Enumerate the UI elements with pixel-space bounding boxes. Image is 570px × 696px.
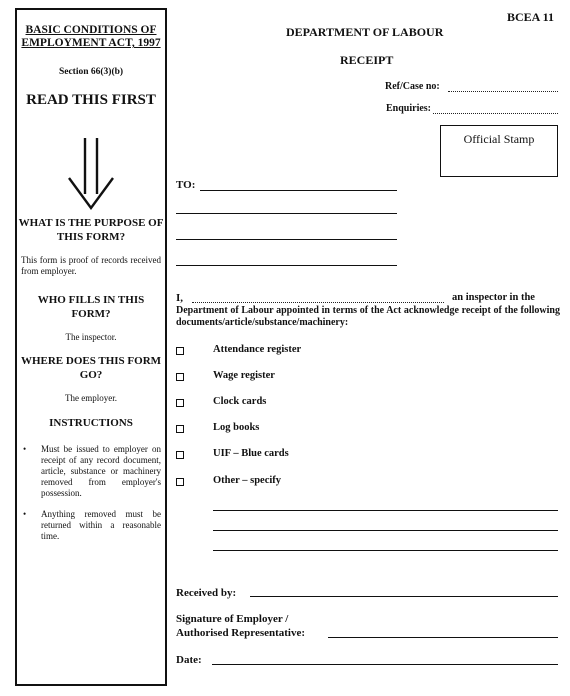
instructions-list — [21, 444, 161, 552]
date-label: Date: — [176, 654, 202, 666]
checkbox-log-books[interactable] — [176, 425, 184, 433]
official-stamp-box — [440, 125, 558, 177]
department-title: DEPARTMENT OF LABOUR — [286, 25, 444, 39]
inspector-text: an inspector in the — [452, 292, 535, 303]
purpose-text: This form is proof of records received from employer. — [21, 255, 161, 276]
item-label: Other – specify — [213, 475, 282, 486]
i-label: I, — [176, 292, 184, 304]
to-address-line-1[interactable] — [200, 190, 397, 191]
to-address-line-3[interactable] — [176, 239, 397, 240]
checkbox-uif-blue-cards[interactable] — [176, 451, 184, 459]
employer-signature-label-2: Authorised Representative: — [176, 627, 306, 639]
checkbox-other[interactable] — [176, 478, 184, 486]
stamp-label: Official Stamp — [463, 132, 535, 146]
list-item: • Must be issued to employer on receipt of any record document, article, substance or machinery removed from employer's possession. — [23, 444, 161, 498]
to-label: TO: — [176, 179, 196, 191]
received-by-field[interactable] — [250, 596, 558, 597]
item-label: Log books — [213, 422, 260, 433]
item-label: UIF – Blue cards — [213, 448, 289, 459]
section-reference: Section 66(3)(b) — [58, 67, 124, 77]
instructions-heading: INSTRUCTIONS — [49, 417, 133, 429]
receipt-statement: Department of Labour appointed in terms of the Act acknowledge receipt of the following documents/article/substance/machinery: — [176, 305, 560, 328]
to-address-line-2[interactable] — [176, 213, 397, 214]
checkbox-clock-cards[interactable] — [176, 399, 184, 407]
employer-signature-label-1: Signature of Employer / — [176, 613, 289, 625]
item-label: Wage register — [213, 370, 275, 381]
where-heading: WHERE DOES THIS FORM GO? — [20, 355, 162, 381]
employer-signature-field[interactable] — [328, 637, 558, 638]
item-label: Attendance register — [213, 344, 302, 355]
instructions-panel — [15, 8, 167, 686]
who-text: The inspector. — [65, 332, 117, 342]
other-specify-line-2[interactable] — [213, 530, 558, 531]
read-first-heading: READ THIS FIRST — [26, 92, 156, 108]
down-arrow-icon — [65, 138, 117, 210]
item-label: Clock cards — [213, 396, 267, 407]
other-specify-line-3[interactable] — [213, 550, 558, 551]
form-code: BCEA 11 — [507, 10, 555, 24]
checkbox-wage-register[interactable] — [176, 373, 184, 381]
inspector-name-field[interactable] — [192, 302, 444, 303]
enquiries-field[interactable] — [433, 113, 558, 114]
received-by-label: Received by: — [176, 587, 237, 599]
who-heading: WHO FILLS IN THIS FORM? — [37, 294, 145, 320]
list-item: • Anything removed must be returned within a reasonable time. — [23, 509, 161, 541]
purpose-heading: WHAT IS THE PURPOSE OF THIS FORM? — [18, 217, 164, 243]
receipt-title: RECEIPT — [340, 53, 394, 67]
act-title: BASIC CONDITIONS OF EMPLOYMENT ACT, 1997 — [21, 24, 161, 49]
checkbox-attendance-register[interactable] — [176, 347, 184, 355]
date-field[interactable] — [212, 664, 558, 665]
to-address-line-4[interactable] — [176, 265, 397, 266]
enquiries-label: Enquiries: — [386, 103, 432, 114]
ref-case-label: Ref/Case no: — [385, 81, 440, 92]
other-specify-line-1[interactable] — [213, 510, 558, 511]
ref-case-field[interactable] — [448, 91, 558, 92]
where-text: The employer. — [65, 393, 117, 403]
